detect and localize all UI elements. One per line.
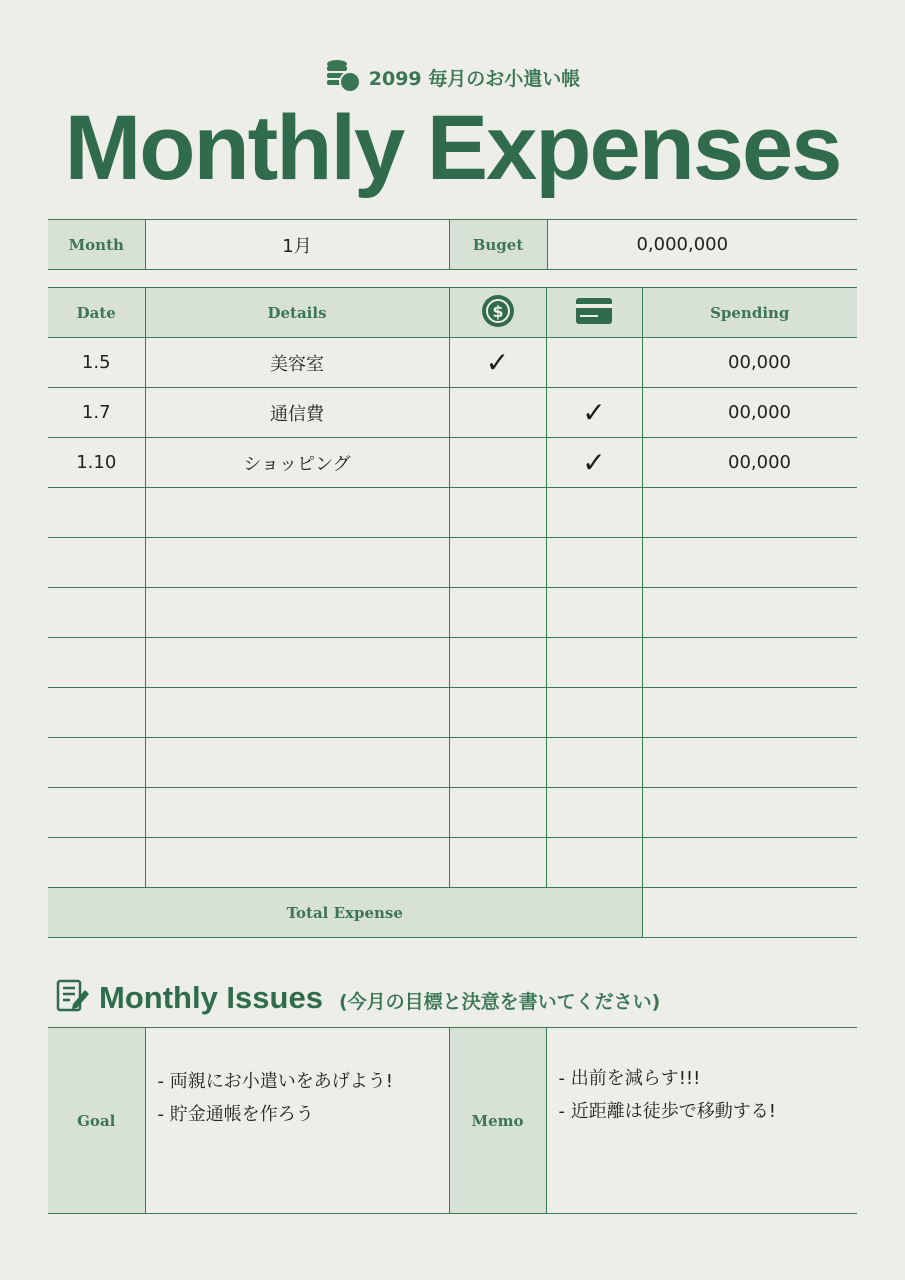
empty-cell[interactable]	[546, 638, 642, 688]
row-details[interactable]: ショッピング	[145, 438, 449, 488]
subtitle-text: 2099 毎月のお小遣い帳	[368, 68, 581, 90]
total-value[interactable]	[642, 888, 857, 938]
credit-card-icon	[575, 311, 613, 329]
row-spending[interactable]: 00,000	[642, 438, 857, 488]
table-row	[48, 388, 857, 438]
memo-notes[interactable]	[546, 1028, 857, 1214]
empty-cell[interactable]	[449, 588, 546, 638]
empty-cell[interactable]	[449, 688, 546, 738]
memo-item: - 近距離は徒歩で移動する!	[558, 1101, 776, 1122]
empty-cell[interactable]	[642, 738, 857, 788]
expense-table	[48, 287, 857, 938]
empty-cell[interactable]	[48, 738, 145, 788]
issues-header	[55, 978, 660, 1018]
total-label: Total Expense	[48, 888, 642, 938]
month-value[interactable]: 1月	[145, 220, 449, 270]
svg-text:$: $	[491, 301, 504, 321]
date-header: Date	[48, 288, 145, 338]
month-label: Month	[48, 220, 145, 270]
goal-item: - 貯金通帳を作ろう	[157, 1104, 314, 1125]
empty-cell[interactable]	[642, 488, 857, 538]
empty-cell[interactable]	[145, 688, 449, 738]
empty-cell[interactable]	[48, 488, 145, 538]
empty-row	[48, 638, 857, 688]
empty-cell[interactable]	[642, 688, 857, 738]
empty-cell[interactable]	[145, 838, 449, 888]
cash-header	[449, 288, 546, 338]
row-date[interactable]: 1.7	[48, 388, 145, 438]
empty-row	[48, 688, 857, 738]
empty-cell[interactable]	[449, 488, 546, 538]
empty-cell[interactable]	[546, 688, 642, 738]
empty-cell[interactable]	[48, 638, 145, 688]
page-title: Monthly Expenses	[64, 97, 841, 199]
empty-cell[interactable]	[48, 838, 145, 888]
empty-cell[interactable]	[642, 538, 857, 588]
empty-cell[interactable]	[48, 588, 145, 638]
empty-cell[interactable]	[145, 738, 449, 788]
empty-cell[interactable]	[642, 638, 857, 688]
budget-label: Buget	[449, 220, 547, 270]
empty-row	[48, 488, 857, 538]
empty-cell[interactable]	[546, 838, 642, 888]
memo-item: - 出前を減らす!!!	[558, 1068, 701, 1089]
empty-cell[interactable]	[546, 538, 642, 588]
empty-cell[interactable]	[145, 788, 449, 838]
row-spending[interactable]: 00,000	[642, 388, 857, 438]
notepad-pencil-icon	[55, 978, 91, 1018]
row-cash-check[interactable]	[449, 388, 546, 438]
subtitle-row	[0, 58, 905, 97]
memo-label: Memo	[449, 1028, 546, 1214]
row-details[interactable]: 美容室	[145, 338, 449, 388]
row-card-check[interactable]: ✓	[546, 388, 642, 438]
empty-cell[interactable]	[449, 538, 546, 588]
empty-cell[interactable]	[449, 838, 546, 888]
budget-table	[48, 219, 857, 270]
card-header	[546, 288, 642, 338]
row-cash-check[interactable]: ✓	[449, 338, 546, 388]
row-cash-check[interactable]	[449, 438, 546, 488]
goal-notes[interactable]	[145, 1028, 449, 1214]
empty-cell[interactable]	[145, 588, 449, 638]
row-details[interactable]: 通信費	[145, 388, 449, 438]
empty-row	[48, 838, 857, 888]
details-header: Details	[145, 288, 449, 338]
budget-value[interactable]: 0,000,000	[547, 220, 857, 270]
issues-title: Monthly Issues	[99, 980, 323, 1015]
empty-row	[48, 738, 857, 788]
empty-row	[48, 788, 857, 838]
empty-cell[interactable]	[546, 588, 642, 638]
empty-row	[48, 538, 857, 588]
empty-cell[interactable]	[145, 488, 449, 538]
empty-row	[48, 588, 857, 638]
empty-cell[interactable]	[546, 788, 642, 838]
total-row	[48, 888, 857, 938]
table-row	[48, 338, 857, 388]
goal-item: - 両親にお小遣いをあげよう!	[157, 1071, 393, 1092]
empty-cell[interactable]	[449, 738, 546, 788]
row-spending[interactable]: 00,000	[642, 338, 857, 388]
empty-cell[interactable]	[449, 638, 546, 688]
row-date[interactable]: 1.5	[48, 338, 145, 388]
empty-cell[interactable]	[48, 688, 145, 738]
row-date[interactable]: 1.10	[48, 438, 145, 488]
table-row	[48, 438, 857, 488]
issues-note: (今月の目標と決意を書いてください)	[338, 990, 661, 1013]
row-card-check[interactable]: ✓	[546, 438, 642, 488]
coins-icon	[325, 58, 361, 97]
issues-table	[48, 1027, 857, 1214]
empty-cell[interactable]	[546, 738, 642, 788]
empty-cell[interactable]	[48, 538, 145, 588]
expense-header-row	[48, 288, 857, 338]
empty-cell[interactable]	[642, 588, 857, 638]
empty-cell[interactable]	[145, 638, 449, 688]
dollar-coin-icon	[481, 301, 515, 332]
spending-header: Spending	[642, 288, 857, 338]
goal-label: Goal	[48, 1028, 145, 1214]
empty-cell[interactable]	[642, 838, 857, 888]
empty-cell[interactable]	[546, 488, 642, 538]
empty-cell[interactable]	[642, 788, 857, 838]
row-card-check[interactable]	[546, 338, 642, 388]
empty-cell[interactable]	[449, 788, 546, 838]
empty-cell[interactable]	[145, 538, 449, 588]
empty-cell[interactable]	[48, 788, 145, 838]
